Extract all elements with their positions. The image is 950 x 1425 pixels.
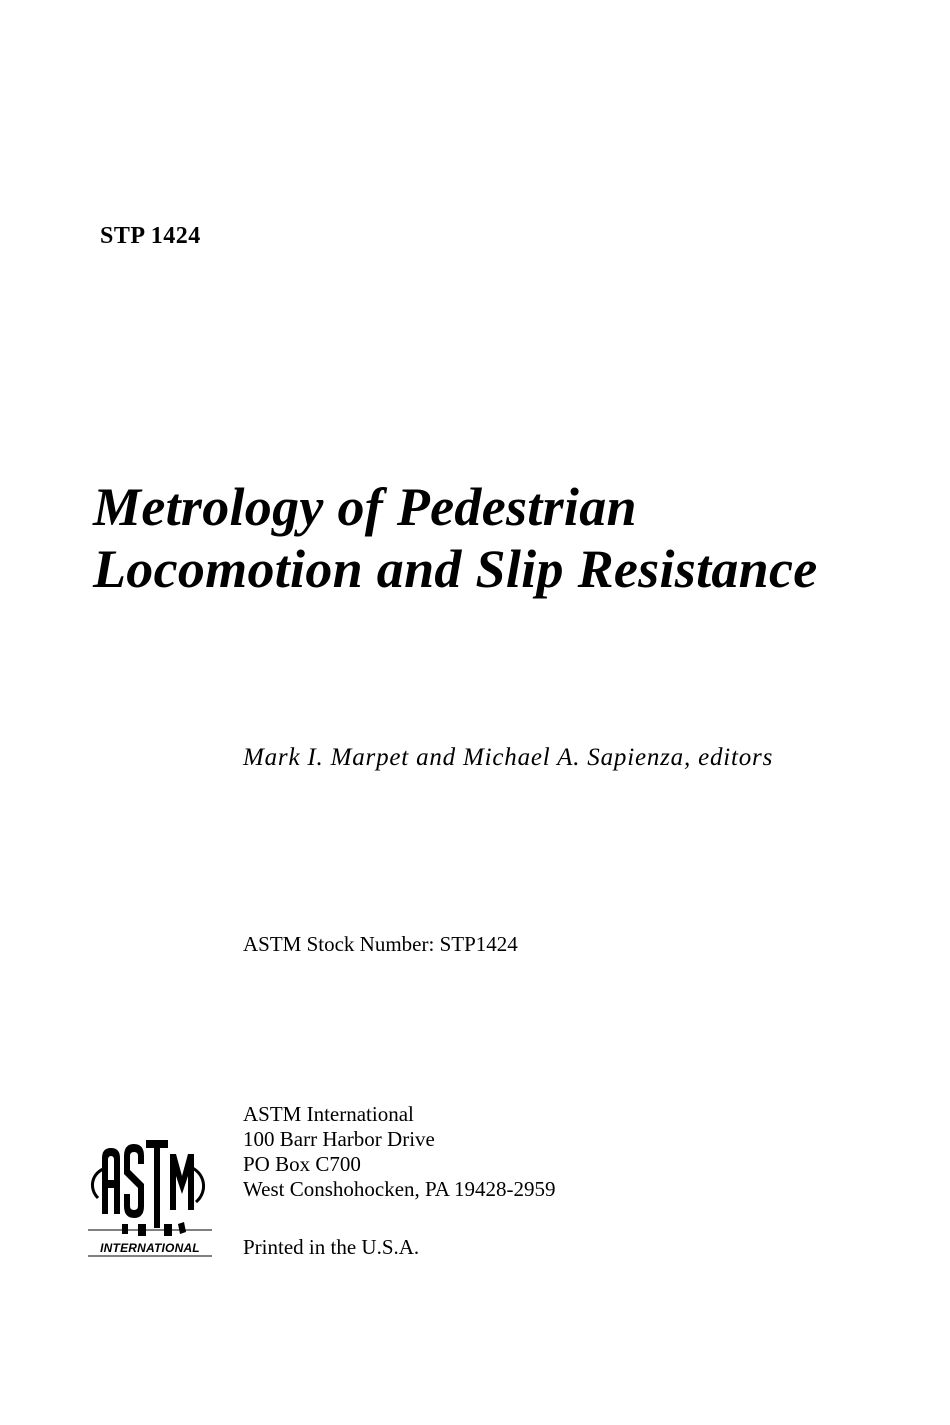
- astm-international-logo-icon: [84, 1132, 216, 1257]
- publisher-city: West Conshohocken, PA 19428-2959: [243, 1177, 556, 1201]
- stock-number: ASTM Stock Number: STP1424: [243, 932, 518, 956]
- publisher-street: 100 Barr Harbor Drive: [243, 1127, 435, 1151]
- book-title-line-1: Metrology of Pedestrian: [93, 477, 637, 537]
- book-title: [93, 476, 818, 600]
- publisher-address: [243, 1102, 556, 1202]
- book-title-line-2: Locomotion and Slip Resistance: [93, 539, 818, 599]
- publisher-name: ASTM International: [243, 1102, 414, 1126]
- printed-in: Printed in the U.S.A.: [243, 1235, 420, 1259]
- series-number: STP 1424: [100, 223, 201, 249]
- logo-wordmark: INTERNATIONAL: [100, 1241, 200, 1255]
- publisher-po-box: PO Box C700: [243, 1152, 361, 1176]
- editors-line: Mark I. Marpet and Michael A. Sapienza, editors: [243, 744, 774, 771]
- astm-logo-graphic: [84, 1132, 216, 1257]
